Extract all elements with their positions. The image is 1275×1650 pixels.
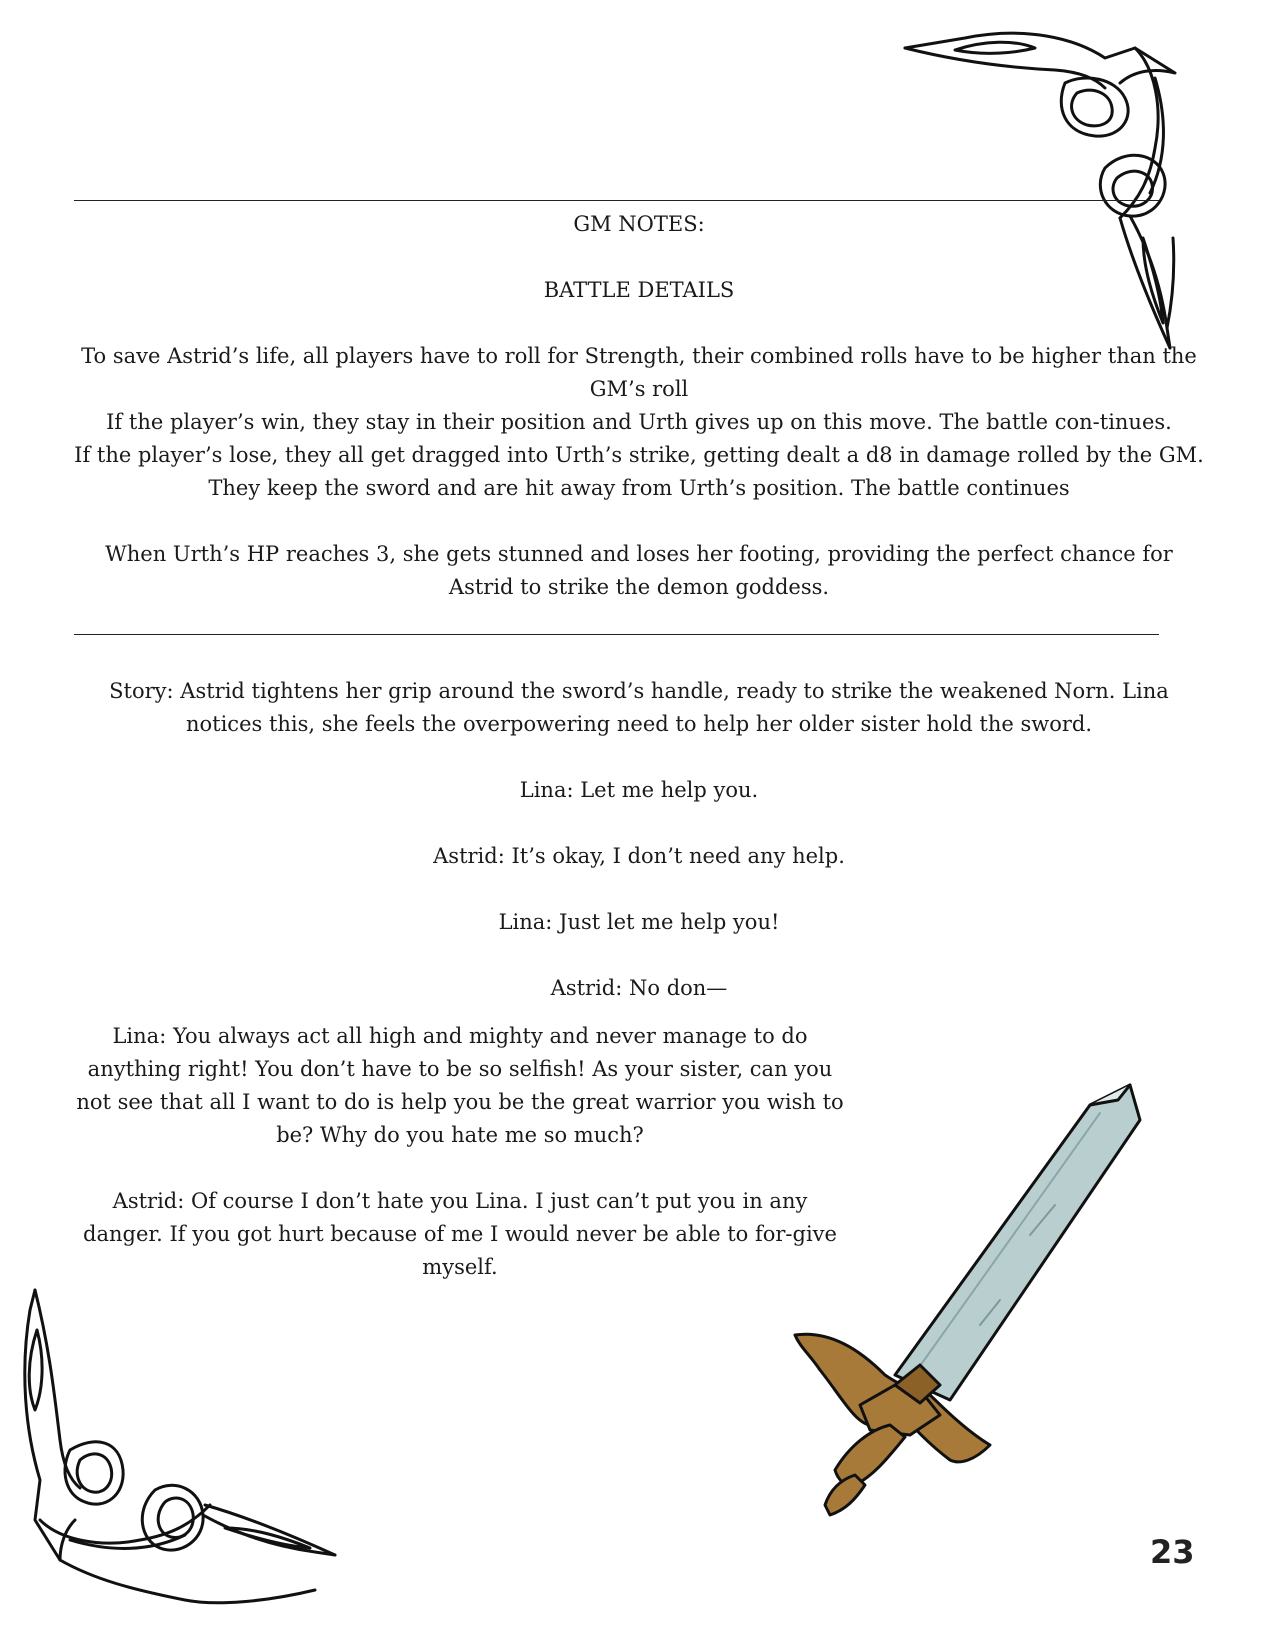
dialogue-paragraph: Lina: You always act all high and mighty and never manage to do anything right! You don’t have to be so selfish! As your sister, can you not see that all I want to do is help you be the great warrior you wish to be? Why do you hate me so much? <box>76 1024 844 1147</box>
sword-illustration-icon <box>800 1085 1180 1525</box>
story-section <box>74 675 1204 1005</box>
stun-note: When Urth’s HP reaches 3, she gets stunned and loses her footing, providing the perfect chance for Astrid to strike the demon goddess. <box>105 542 1173 599</box>
story-intro: Story: Astrid tightens her grip around the sword’s handle, ready to strike the weakened Norn. Lina notices this, she feels the overpowering need to help her older sister hold the sword. <box>109 679 1169 736</box>
battle-details-heading: BATTLE DETAILS <box>543 278 735 302</box>
dialogue-paragraph: Astrid: Of course I don’t hate you Lina. I just can’t put you in any danger. If you got hurt because of me I would never be able to for-give myself. <box>83 1189 837 1279</box>
page-number: 23 <box>1150 1533 1195 1571</box>
dialogue-line: Lina: Let me help you. <box>519 778 759 802</box>
dialogue-line: Astrid: No don— <box>550 976 728 1000</box>
dialogue-line: Lina: Just let me help you! <box>498 910 780 934</box>
section-rule-bottom <box>74 634 1159 635</box>
battle-rule-strength: To save Astrid’s life, all players have to roll for Strength, their combined rolls have to be higher than the GM’s roll <box>81 344 1197 401</box>
battle-rule-lose: If the player’s lose, they all get dragged into Urth’s strike, getting dealt a d8 in damage rolled by the GM. They keep the sword and are hit away from Urth’s position. The battle continues <box>74 443 1204 500</box>
gm-notes-section <box>74 208 1204 604</box>
story-long-dialogue <box>74 1020 846 1284</box>
gm-notes-heading: GM NOTES: <box>573 212 705 236</box>
celtic-knot-corner-bottom-left-icon <box>15 1290 345 1620</box>
section-rule-top <box>74 200 1159 201</box>
battle-rule-win: If the player’s win, they stay in their position and Urth gives up on this move. The battle con-tinues. <box>106 410 1172 434</box>
dialogue-line: Astrid: It’s okay, I don’t need any help. <box>433 844 845 868</box>
